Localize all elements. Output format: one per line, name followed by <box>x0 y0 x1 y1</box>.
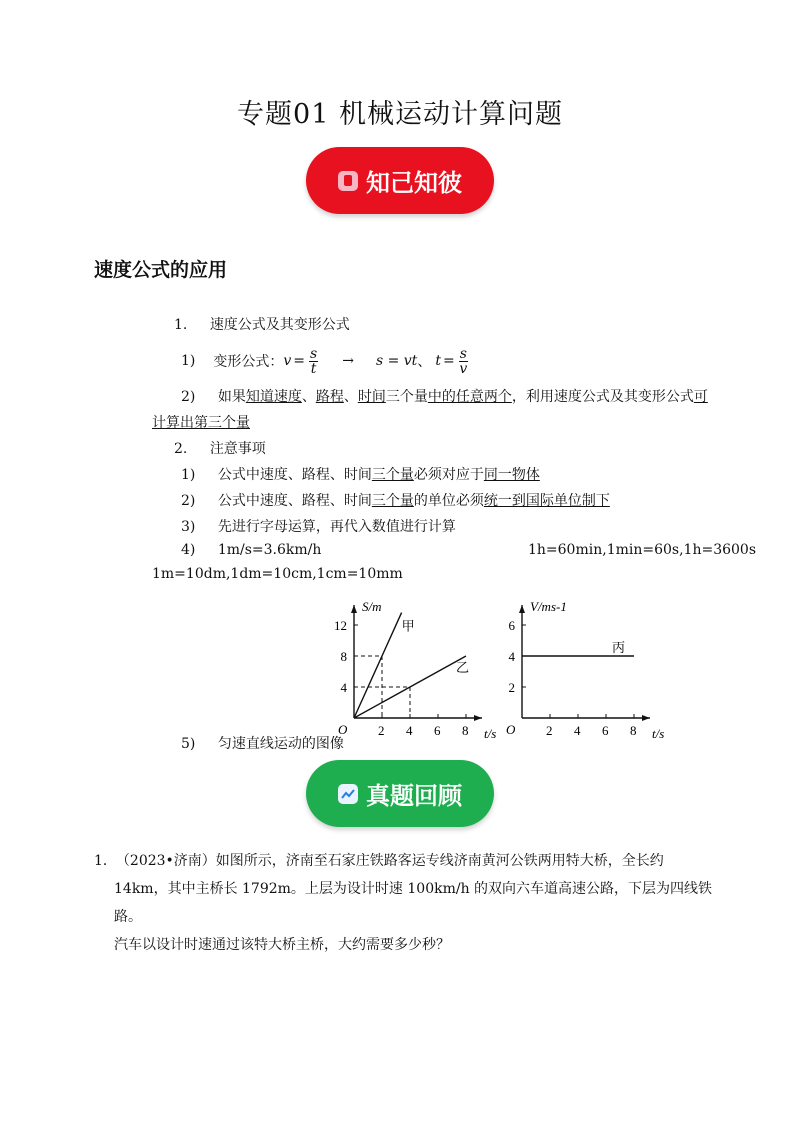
x-tick-label: 6 <box>434 723 441 738</box>
x-tick-label: 4 <box>406 723 413 738</box>
unit-conversion: 1h=60min,1min=60s,1h=3600s <box>528 542 757 558</box>
x-tick-label: 8 <box>462 723 469 738</box>
badge-label: 真题回顾 <box>366 782 462 810</box>
subitem-number: 1) <box>181 467 196 483</box>
y-tick-label: 8 <box>340 649 347 664</box>
underlined-text: 计算出第三个量 <box>152 415 250 431</box>
note-4 <box>181 542 321 558</box>
subitem-number: 5) <box>181 736 196 752</box>
fraction-s-over-v <box>459 347 468 376</box>
item-text: 速度公式及其变形公式 <box>209 317 350 333</box>
numerator: s <box>459 345 467 362</box>
badge-label: 知己知彼 <box>366 169 462 197</box>
note-5 <box>181 733 344 753</box>
series-label: 丙 <box>612 640 626 655</box>
y-axis-label: V/ms-1 <box>530 599 567 614</box>
fraction-s-over-t <box>309 347 318 376</box>
book-icon <box>338 171 358 191</box>
question-text: （2023•济南）如图所示，济南至石家庄铁路客运专线济南黄河公铁两用特大桥，全长约 <box>122 853 664 869</box>
text-run: 三个量 <box>385 389 428 405</box>
y-tick-label: 12 <box>334 618 347 633</box>
x-axis-arrow <box>474 715 482 721</box>
x-tick-label: 8 <box>630 723 637 738</box>
underlined-text: 统一到国际单位制下 <box>483 493 610 509</box>
note-1 <box>181 464 540 484</box>
underlined-text: 知道速度 <box>245 389 302 405</box>
series-label: 甲 <box>401 618 415 634</box>
item-1 <box>174 314 350 334</box>
numerator: s <box>310 345 318 362</box>
y-tick-label: 6 <box>508 618 515 633</box>
text-run: 的单位必须 <box>413 493 484 509</box>
x-axis-label: t/s <box>484 726 497 741</box>
y-tick-label: 4 <box>508 649 515 664</box>
formula-label: 变形公式： <box>213 354 284 370</box>
underlined-text: 同一物体 <box>483 467 540 483</box>
denominator: v <box>459 360 468 377</box>
item-text: 注意事项 <box>209 441 266 457</box>
formula-line <box>181 344 470 378</box>
st-graph <box>330 586 500 746</box>
item-number: 1. <box>174 317 188 333</box>
subitem-number: 2) <box>181 493 196 509</box>
text-run: 先进行字母运算，再代入数值进行计算 <box>217 519 456 535</box>
formula-eq2: = <box>442 353 455 369</box>
underlined-text: 时间 <box>357 389 386 405</box>
subitem-number: 3) <box>181 519 196 535</box>
question-line: 14km，其中主桥长 1792m。上层为设计时速 100km/h 的双向六车道高速公路，下层为四线铁路。 <box>114 881 713 925</box>
origin-label: O <box>506 722 516 737</box>
text-run: 必须对应于 <box>413 467 484 483</box>
x-tick-label: 2 <box>378 723 385 738</box>
x-axis-arrow <box>642 715 650 721</box>
origin-label: O <box>338 722 348 737</box>
formula-v: v <box>283 353 292 369</box>
y-axis-arrow <box>351 605 357 613</box>
trend-chart-icon <box>338 784 358 804</box>
y-axis-arrow <box>519 605 525 613</box>
formula-t: t <box>435 353 441 369</box>
item-number: 2. <box>174 441 188 457</box>
question-1 <box>94 847 734 959</box>
note-3 <box>181 516 456 536</box>
denominator: t <box>310 360 317 377</box>
underlined-text: 可 <box>693 389 708 405</box>
arrow-icon: → <box>342 353 354 369</box>
series-label: 乙 <box>456 660 470 675</box>
text-run: 公式中速度、路程、时间 <box>217 493 372 509</box>
note-2 <box>181 490 610 510</box>
text-run: 如果 <box>217 389 246 405</box>
separator: 、 <box>417 354 432 370</box>
x-axis-label: t/s <box>652 726 665 741</box>
badge-know-yourself <box>306 147 494 214</box>
x-tick-label: 2 <box>546 723 553 738</box>
question-number: 1． <box>94 853 117 869</box>
y-tick-label: 4 <box>340 680 347 695</box>
question-line <box>94 847 734 875</box>
underlined-text: 路程 <box>315 389 344 405</box>
text-run: 、 <box>301 389 316 405</box>
y-axis-label: S/m <box>362 599 382 614</box>
subitem-2 <box>181 386 708 406</box>
item-2 <box>174 438 266 458</box>
section-heading: 速度公式的应用 <box>94 259 228 281</box>
text-run: 、 <box>343 389 358 405</box>
y-tick-label: 2 <box>508 680 515 695</box>
underlined-text: 三个量 <box>371 493 414 509</box>
text-run: 匀速直线运动的图像 <box>217 736 344 752</box>
subitem-number: 2) <box>181 389 196 405</box>
question-line: 汽车以设计时速通过该特大桥主桥，大约需要多少秒？ <box>114 937 450 953</box>
x-tick-label: 4 <box>574 723 581 738</box>
formula-svt: s = vt <box>375 353 418 369</box>
unit-conversion: 1m=10dm,1dm=10cm,1cm=10mm <box>152 566 403 582</box>
underlined-text: 三个量 <box>371 467 414 483</box>
text-run: ，利用速度公式及其变形公式 <box>511 389 694 405</box>
vt-graph <box>498 586 668 746</box>
formula-eq: = <box>293 353 306 369</box>
page-title: 专题01 机械运动计算问题 <box>237 99 563 130</box>
x-tick-label: 6 <box>602 723 609 738</box>
unit-conversion: 1m/s=3.6km/h <box>217 542 322 558</box>
subitem-number: 1) <box>181 353 196 369</box>
series-line <box>354 613 402 718</box>
badge-past-exams <box>306 760 494 827</box>
subitem-number: 4) <box>181 542 196 558</box>
underlined-text: 中的任意两个 <box>427 389 512 405</box>
text-run: 公式中速度、路程、时间 <box>217 467 372 483</box>
